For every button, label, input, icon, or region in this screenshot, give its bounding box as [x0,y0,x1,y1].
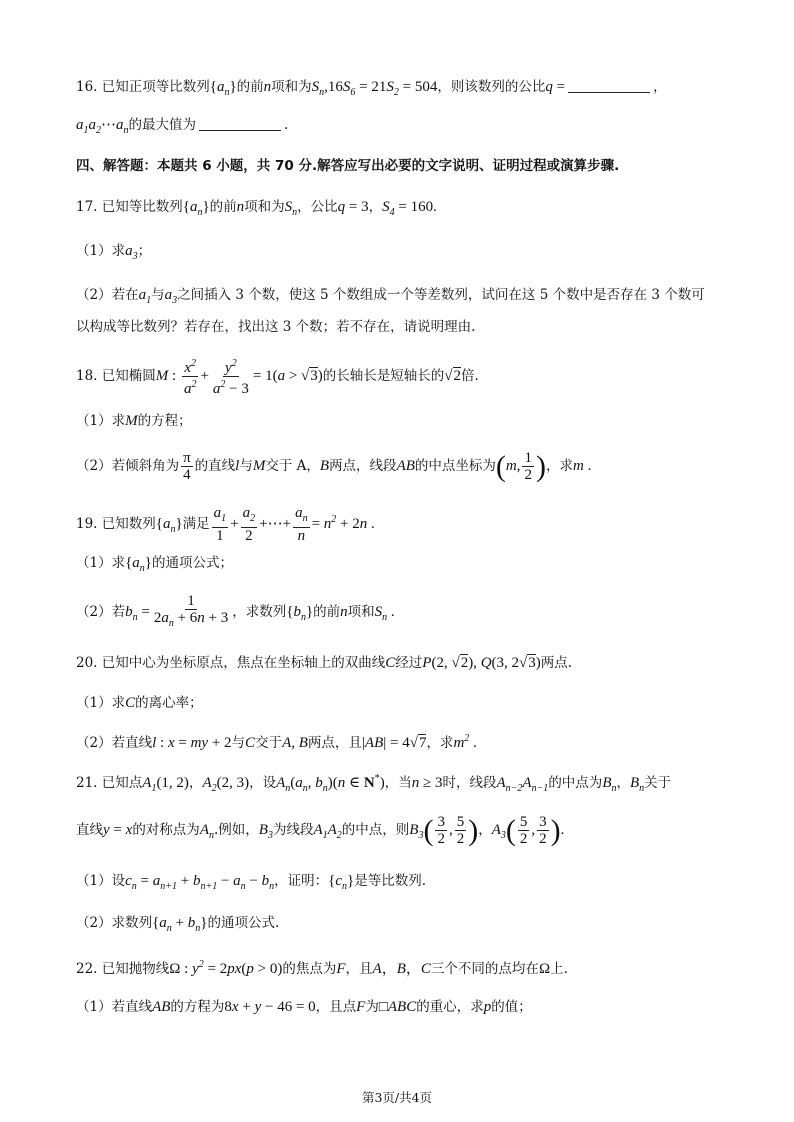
q20-text: 20. 已知中心为坐标原点，焦点在坐标轴上的双曲线 [76,655,386,671]
q17-part2-text: 之间插入 3 个数，使这 5 个数组成一个等差数列，试问在这 5 个数中是否存在 3 个数可 [177,287,705,303]
q21-text: 为线段 [272,822,314,838]
q19-part1 [76,552,734,580]
formula: C [125,695,136,711]
q16-text: 的最大值为 [128,117,196,133]
formula: p [483,999,492,1015]
q19-text: 19. 已知数列 [76,516,156,532]
formula: $\{a_n\}$ [155,516,183,535]
q20-part2-text: （2）若直线 [76,735,153,751]
q22-text: 上. [550,961,568,977]
fraction: $\frac{x^2}{a^2}$ [183,358,197,397]
fraction: $\frac{y^2}{a^2 - 3}$ [212,358,249,397]
q19-part2-text: ，求数列 [232,604,287,620]
fraction: $\frac{3}{2}$ [539,814,547,847]
fraction: $\frac{5}{2}$ [519,814,528,847]
formula: (m, [495,450,521,483]
q18-part2-text: ，求 [545,458,573,474]
formula: F [336,961,346,977]
q17-text: 17. 已知等比数列 [76,199,183,215]
formula: y = x [103,822,133,838]
formula: $b_n$ = [125,604,150,623]
q22-part1-text: 的方程为 [170,999,225,1015]
fraction: $\frac{a_1}{1}$ [213,505,227,544]
formula: = $n^2 + 2n$ . [311,514,375,532]
q22-part1-text: 为 [365,999,379,1015]
formula: √2 [444,368,462,384]
q22-text: 三个不同的点均在 [430,961,539,977]
q18-text: 的长轴长是短轴长的 [322,368,445,384]
q16-text: 的前 [236,79,264,95]
q20-part2-text: 交于 [255,735,283,751]
q19-part2-text: （2）若 [76,604,126,620]
formula: = 1(a > √3) [252,368,323,384]
formula: $\{a_n + b_n\}$ [152,915,208,934]
q21-text: 的中点，则 [341,822,410,838]
formula: l : x = my + 2 [152,735,232,751]
formula: $a_1$ [138,287,152,306]
q21-part2 [76,912,734,940]
formula: $\{a_n\}$ [182,199,210,218]
q16-line-1 [76,76,734,104]
formula: $B_n$ [629,775,645,794]
formula: 8x + y − 46 = 0 [224,999,316,1015]
formula: $A_3$( [491,814,516,847]
q20-part1-text: （1）求 [76,695,126,711]
q20-part1 [76,692,734,714]
q18-part2-text: 的直线 [194,458,236,474]
answer-blank[interactable] [199,116,281,131]
q16-text: 项和为 [271,79,312,95]
fraction: $\frac{1}{2a_n + 6n + 3}$ [153,593,229,629]
q16-line-2: $a_1a_2\cdots a_n$的最大值为 . [76,117,289,136]
formula: AB [396,458,415,474]
formula: F [356,999,366,1015]
q19-part2-text: 的前 [313,604,341,620]
q18-part2-text: 的中点坐标为 [414,458,496,474]
formula: Ω : $y^2 = 2px(p > 0)$ [169,959,283,977]
q17-text: 的前 [209,199,237,215]
q17-text: ， [368,199,383,215]
q21-text: 直线 [76,822,103,838]
formula: $\{b_n\}$ [286,604,314,623]
q17-part1 [76,240,734,268]
q16-text: ， [653,79,667,95]
formula: n ≥ 3 [411,775,443,791]
q20-stem [76,652,734,674]
q18-part1 [76,410,734,432]
formula: $A_2(2$, 3) [202,775,250,794]
formula: Ω [538,961,551,977]
formula: $\{a_n\}$ [125,555,152,574]
q18-part1-text: 的方程； [137,413,192,429]
formula: n [263,79,272,95]
q21-part1-text: ，证明： [274,873,329,889]
q17-text: 项和为 [244,199,285,215]
formula: □ABC [378,999,417,1015]
q17-part2-text: 与 [151,287,165,303]
formula: $c_n = a_{n+1} + b_{n+1} - a_n - b_n$ [125,873,275,892]
formula: $a_3$ [125,243,138,262]
q22-text: ，且 [345,961,373,977]
answer-blank[interactable] [568,78,650,93]
q18-part2-text: 交于 A， [265,458,320,474]
q18-part1-text: （1）求 [76,413,126,429]
formula: $B_n$ [602,775,617,794]
q22-part1-text: 的重心，求 [416,999,484,1015]
q19-part2-text: 项和 [347,604,375,620]
formula: $S_n,16S_6 = 21S_2 = 504$ [311,79,438,98]
q21-text: 21. 已知点 [76,775,143,791]
formula: |AB| = 4√7 [361,735,427,751]
q16-text: ，则该数列的公比 [437,79,546,95]
q20-part2-text: 与 [231,735,246,751]
q22-part1-text: （1）若直线 [76,999,153,1015]
formula: M : [155,368,180,384]
fraction: $\frac{5}{2}$ [456,814,465,847]
formula: $a_1a_2\cdots a_n$ [76,117,129,136]
q19-part1-text: 的通项公式； [152,555,233,571]
q17-part2 [76,284,734,312]
formula: n [340,604,348,620]
fraction: $\frac{a_2}{2}$ [242,505,256,544]
q19-stem: 19. 已知数列$\{a_n\}$满足 $\frac{a_1}{1}$ + $\frac{a_2}{2}$ +⋯+ $\frac{a_n}{n}$ = $n^2 + 2n$ . [76,505,375,544]
formula: M [125,413,138,429]
formula: l [235,458,240,474]
formula: P(2, √2), Q(3, 2√3) [422,655,541,671]
q17-part1-text: ； [137,243,152,259]
q21-stem-cont: 直线y = x的对称点为$A_n$.例如，$B_3$为线段$A_1A_2$的中点，则$B_3$( $\frac{3}{2}$ , $\frac{5}{2}$ )，$A_3$( $\frac{5}{2}$ , $\frac{3}{2}$ ). [76,814,565,847]
q19-part1-text: （1）求 [76,555,126,571]
formula: $S_n$ . [374,604,395,623]
q21-text: ，设 [249,775,277,791]
q21-text: ，当 [384,775,412,791]
q21-part1-text: 是等比数列. [354,873,427,889]
q21-text: 关于 [644,775,672,791]
fraction: $\frac{a_n}{n}$ [295,505,308,544]
q18-stem: 18. 已知椭圆M : $\frac{x^2}{a^2}$ + $\frac{y^2}{a^2 - 3}$ = 1(a > √3)的长轴长是短轴长的√2倍. [76,358,479,397]
formula: A, B [282,735,308,751]
formula: $A_1A_2$ [313,822,342,841]
q20-part2-text: ，求 [426,735,454,751]
q21-text: 的对称点为 [132,822,200,838]
q21-text: ， [616,775,630,791]
formula: $\{c_n\}$ [328,873,355,892]
q16-text: 16. 已知正项等比数列 [76,79,210,95]
q17-part2-cont: 以构成等比数列？若存在，找出这 3 个数；若不存在，请说明理由. [76,319,476,335]
q22-part1-text: ，且点 [315,999,357,1015]
fraction: $\frac{1}{2}$ [524,450,532,483]
formula: ) [535,450,546,483]
q17-part2-text: （2）若在 [76,287,139,303]
q19-text: 满足 [182,516,210,532]
q22-text: 22. 已知抛物线 [76,961,170,977]
formula: q = 3 [337,199,369,215]
q22-stem [76,954,734,980]
formula: $A_1(1$, 2) [142,775,189,794]
q17-part1-text: （1）求 [76,243,126,259]
section-heading: 四、解答题：本题共 6 小题，共 70 分.解答应写出必要的文字说明、证明过程或演算步骤. [76,158,620,174]
formula: A，B，C [372,961,431,977]
formula: $\{a_n\}$ [209,79,237,98]
formula: n [236,199,245,215]
q20-text: 两点. [540,655,573,671]
formula: $B_3$ [258,822,273,841]
q20-part2 [76,728,734,754]
formula: B [319,458,330,474]
q22-text: 的焦点为 [282,961,337,977]
q18-text: 倍. [461,368,479,384]
formula: AB [152,999,171,1015]
q21-text: 的中点为 [548,775,603,791]
formula: C [385,655,396,671]
q21-part2-text: （2）求数列 [76,915,153,931]
q21-part1 [76,870,734,898]
formula: C [245,735,256,751]
formula: $S_4 = 160$. [382,199,437,218]
formula: $m^2$ . [453,733,477,751]
fraction: $\frac{3}{2}$ [437,814,445,847]
formula: m . [572,458,592,474]
q17-stem [76,196,734,224]
q18-text: 18. 已知椭圆 [76,368,156,384]
formula: $a_3$ [164,287,178,306]
page-footer: 第3页/共4页 [361,1090,433,1105]
q20-part2-text: 两点，且 [307,735,362,751]
q20-part1-text: 的离心率； [135,695,203,711]
q22-part1-text: 的值； [491,999,532,1015]
q22-part1 [76,996,734,1018]
formula: q = [545,79,566,95]
q18-part2-text: 两点，线段 [329,458,397,474]
q20-text: 经过 [395,655,423,671]
q17-text: ，公比 [297,199,338,215]
q21-part2-text: 的通项公式. [207,915,280,931]
formula: $A_{n-2}A_{n-1}$ [496,775,549,794]
q21-text: .例如， [213,822,259,838]
formula: M [252,458,266,474]
q21-text: 时，线段 [442,775,497,791]
formula: $B_3$( [409,814,434,847]
q21-part1-text: （1）设 [76,873,126,889]
q19-part2 [76,592,734,638]
fraction: $\frac{\pi}{4}$ [183,450,191,483]
formula: $A_n(a_n$, $b_n)(n$ ∈ N*) [276,773,385,794]
q18-part2-text: 与 [239,458,253,474]
q18-part2-text: （2）若倾斜角为 [76,458,180,474]
q21-stem: 21. 已知点$A_1(1$, 2)，$A_2(2$, 3)，设$A_n(a_n$, $b_n)(n$ ∈ N*)，当n ≥ 3时，线段$A_{n-2}A_{n-1}$的中点为$B_n$，$B_n$关于 [76,773,672,794]
q18-part2 [76,446,734,487]
formula: $S_n$ [284,199,298,218]
formula: $A_n$ [199,822,214,841]
